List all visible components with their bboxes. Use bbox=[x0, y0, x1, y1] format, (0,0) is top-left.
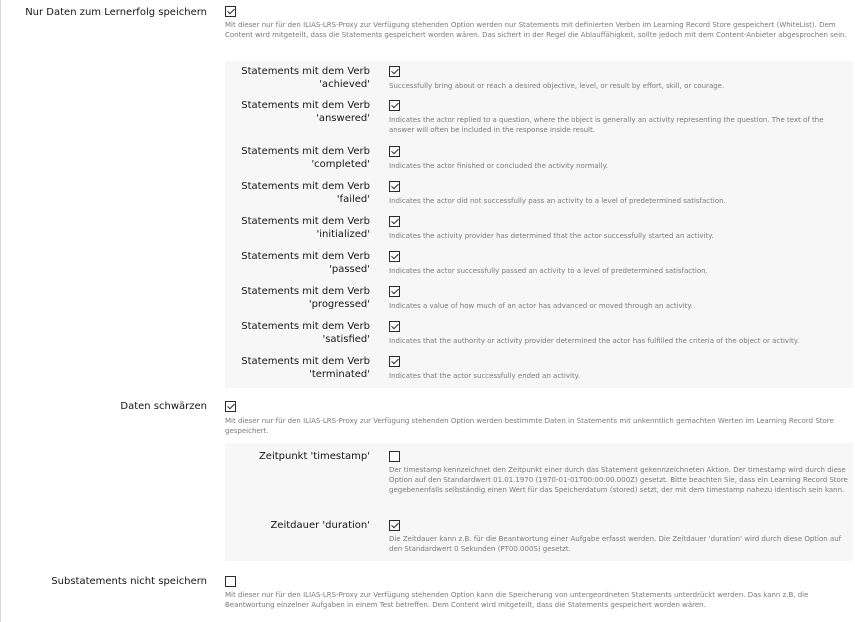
verb-description: Indicates the actor successfully passed an activity to a level of predetermined satisfaction. bbox=[389, 267, 708, 275]
verb-checkbox-initialized[interactable] bbox=[389, 216, 400, 227]
timestamp-description: Der timestamp kennzeichnet den Zeitpunkt einer durch das Statement gekennzeichneten Aktion. Der timestamp wird durch diese Option auf den Standardwert 01.01.1970 (1970-01-01T00:00:00.000Z) gesetzt. Bitte beachten Sie, dass ein Learning Record Store gegebenenfalls selbständig einen Wert für das Speicherdatum (stored) setzt, der mit dem timestamp nahezu identisch sein kann. bbox=[389, 466, 848, 494]
verb-description: Indicates a value of how much of an actor has advanced or moved through an activity. bbox=[389, 302, 693, 310]
blackout-subpanel bbox=[225, 443, 853, 561]
blackout-description: Mit dieser nur für den ILIAS-LRS-Proxy zur Verfügung stehenden Option werden bestimmte Daten in Statements mit unkenntlich gemachten Werten im Learning Record Store gespeichert. bbox=[225, 417, 834, 435]
verb-label: Statements mit dem Verb 'completed' bbox=[241, 146, 370, 170]
verb-label: Statements mit dem Verb 'initialized' bbox=[241, 216, 370, 240]
duration-checkbox[interactable] bbox=[389, 520, 400, 531]
verb-label: Statements mit dem Verb 'terminated' bbox=[241, 356, 370, 380]
verb-checkbox-failed[interactable] bbox=[389, 181, 400, 192]
verb-checkbox-achieved[interactable] bbox=[389, 66, 400, 77]
verb-description: Indicates the actor finished or concluded the activity normally. bbox=[389, 162, 608, 170]
timestamp-checkbox[interactable] bbox=[389, 451, 400, 462]
blackout-checkbox[interactable] bbox=[225, 401, 236, 412]
verb-label: Statements mit dem Verb 'passed' bbox=[241, 251, 370, 275]
verb-description: Indicates the actor did not successfully pass an activity to a level of predetermined satisfaction. bbox=[389, 197, 726, 205]
blackout-label: Daten schwärzen bbox=[120, 401, 207, 412]
duration-description: Die Zeitdauer kann z.B. für die Beantwortung einer Aufgabe erfasst werden. Die Zeitdauer 'duration' wird durch diese Option auf den Standardwert 0 Sekunden (PT00.000S) gesetzt. bbox=[389, 535, 842, 553]
whitelist-checkbox[interactable] bbox=[225, 6, 236, 17]
substatements-label: Substatements nicht speichern bbox=[51, 576, 207, 587]
left-border bbox=[0, 0, 1, 622]
substatements-checkbox[interactable] bbox=[225, 576, 236, 587]
verb-subpanel bbox=[225, 61, 853, 388]
substatements-description: Mit dieser nur für den ILIAS-LRS-Proxy zur Verfügung stehenden Option kann die Speicherung von untergeordneten Statements unterdrückt werden. Das kann z.B. die Beantwortung einzelner Aufgaben in einem Test betreffen. Dem Content wird mitgeteilt, dass die Statements gespeichert worden wären. bbox=[225, 591, 809, 609]
verb-checkbox-completed[interactable] bbox=[389, 146, 400, 157]
duration-label: Zeitdauer 'duration' bbox=[270, 520, 370, 531]
verb-label: Statements mit dem Verb 'satisfied' bbox=[241, 321, 370, 345]
verb-checkbox-passed[interactable] bbox=[389, 251, 400, 262]
verb-description: Indicates that the authority or activity provider determined the actor has fulfilled the criteria of the object or activity. bbox=[389, 337, 800, 345]
verb-checkbox-satisfied[interactable] bbox=[389, 321, 400, 332]
verb-label: Statements mit dem Verb 'progressed' bbox=[241, 286, 370, 310]
verb-label: Statements mit dem Verb 'answered' bbox=[241, 100, 370, 124]
verb-label: Statements mit dem Verb 'achieved' bbox=[241, 66, 370, 90]
verb-checkbox-terminated[interactable] bbox=[389, 356, 400, 367]
timestamp-label: Zeitpunkt 'timestamp' bbox=[258, 451, 370, 462]
verb-label: Statements mit dem Verb 'failed' bbox=[241, 181, 370, 205]
verb-checkbox-progressed[interactable] bbox=[389, 286, 400, 297]
whitelist-description: Mit dieser nur für den ILIAS-LRS-Proxy zur Verfügung stehenden Option werden nur Statements mit definierten Verben im Learning Record Store gespeichert (WhiteList). Dem Content wird mitgeteilt, dass die Statements gespeichert worden wären. Das sichert in der Regel die Ablauffähigkeit, sollte jedoch mit dem Content-Anbieter abgesprochen sein. bbox=[225, 21, 847, 39]
verb-checkbox-answered[interactable] bbox=[389, 100, 400, 111]
verb-description: Successfully bring about or reach a desired objective, level, or result by effort, skill, or courage. bbox=[389, 82, 725, 90]
verb-description: Indicates that the actor successfully ended an activity. bbox=[389, 372, 581, 380]
verb-description: Indicates the activity provider has determined that the actor successfully started an activity. bbox=[389, 232, 714, 240]
verb-description: Indicates the actor replied to a question, where the object is generally an activity representing the question. The text of the answer will often be included in the response inside result. bbox=[389, 116, 824, 134]
whitelist-label: Nur Daten zum Lernerfolg speichern bbox=[25, 7, 207, 18]
